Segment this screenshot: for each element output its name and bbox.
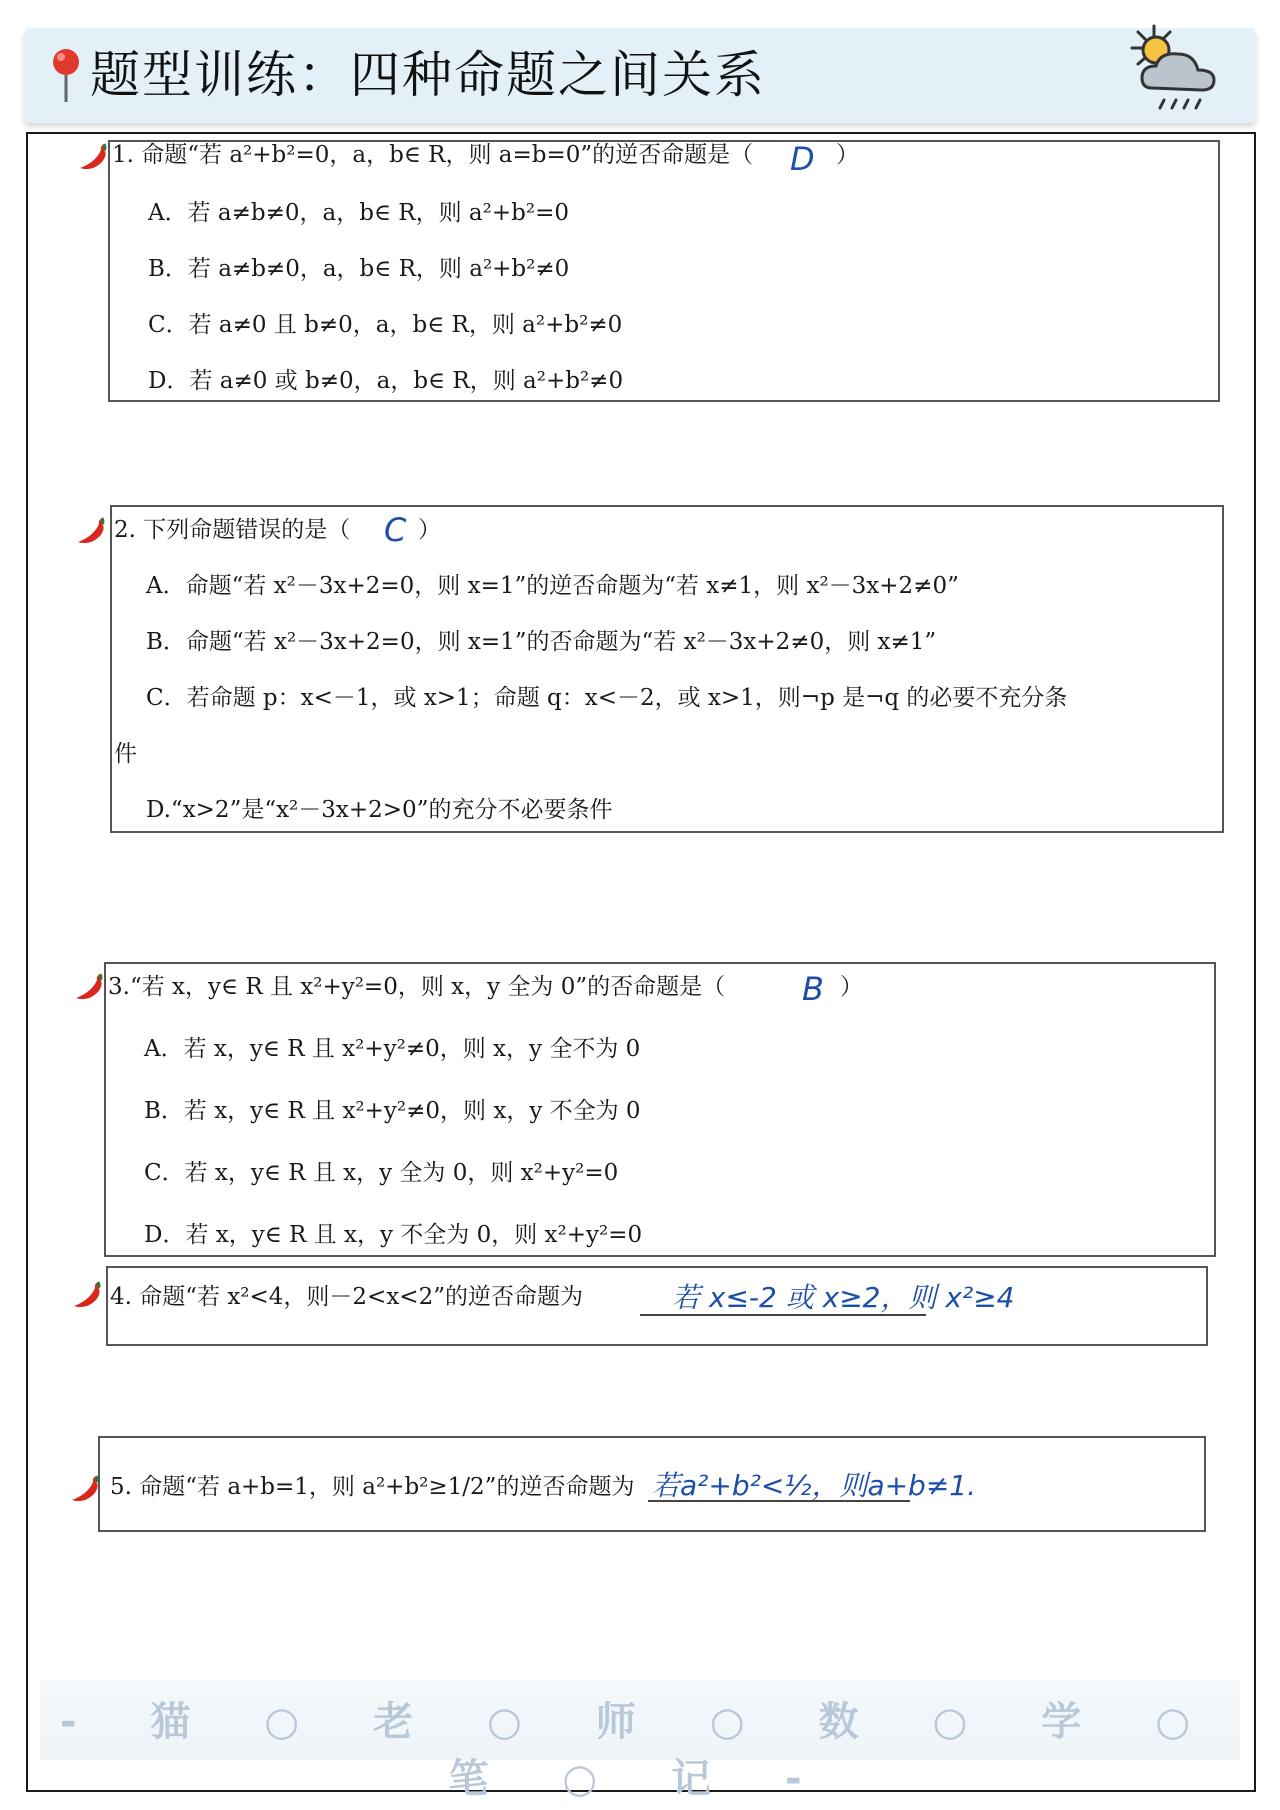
question-1-stem: 1. 命题“若 a²+b²=0，a，b∈ R，则 a=b=0”的逆否命题是（ (112, 142, 754, 168)
question-3-stem: 3.“若 x，y∈ R 且 x²+y²=0，则 x，y 全为 0”的否命题是（ (108, 974, 726, 1000)
question-2-option-d: D.“x>2”是“x²－3x+2>0”的充分不必要条件 (146, 797, 613, 823)
question-4-box (106, 1266, 1208, 1346)
chili-pepper-icon (70, 1278, 104, 1312)
question-1-option-d: D．若 a≠0 或 b≠0，a，b∈ R，则 a²+b²≠0 (148, 368, 624, 394)
question-2-option-c: C．若命题 p：x<－1，或 x>1；命题 q：x<－2，或 x>1，则¬p 是¬q 的必要不充分条 (146, 685, 1068, 711)
question-1-answer: D (790, 140, 815, 178)
question-3-option-d: D．若 x，y∈ R 且 x，y 不全为 0，则 x²+y²=0 (144, 1222, 643, 1248)
watermark-text: - 猫 ○ 老 ○ 师 ○ 数 ○ 学 ○ 笔 ○ 记 - (59, 1699, 1221, 1802)
question-2-box (110, 505, 1224, 833)
question-1-option-c: C．若 a≠0 且 b≠0，a，b∈ R，则 a²+b²≠0 (148, 312, 623, 338)
question-5-box (98, 1436, 1206, 1532)
header-banner (24, 28, 1256, 123)
question-2-stem-end: ） (418, 517, 441, 543)
question-1-stem-end: ） (836, 142, 859, 168)
question-3-answer: B (802, 970, 824, 1008)
page-title: 题型训练：四种命题之间关系 (90, 46, 766, 104)
question-1-option-b: B．若 a≠b≠0，a，b∈ R，则 a²+b²≠0 (148, 256, 570, 282)
question-3-option-b: B．若 x，y∈ R 且 x²+y²≠0，则 x，y 不全为 0 (144, 1098, 641, 1124)
question-4-stem: 4. 命题“若 x²<4，则－2<x<2”的逆否命题为 (110, 1284, 583, 1310)
watermark-band (40, 1680, 1240, 1802)
question-4-answer: 若 x≤-2 或 x≥2，则 x²≥4 (672, 1281, 1015, 1314)
question-3-box (104, 962, 1216, 1257)
chili-pepper-icon (74, 514, 108, 548)
question-1-box (108, 140, 1220, 402)
partly-cloudy-rain-icon (1124, 18, 1234, 128)
question-1-option-a: A．若 a≠b≠0，a，b∈ R，则 a²+b²=0 (148, 200, 569, 226)
question-5-answer: 若a²+b²<½，则a+b≠1. (652, 1469, 977, 1502)
question-2-stem: 2. 下列命题错误的是（ (114, 517, 351, 543)
question-3-option-a: A．若 x，y∈ R 且 x²+y²≠0，则 x，y 全不为 0 (144, 1036, 641, 1062)
question-2-answer: C (384, 511, 407, 549)
question-3-stem-end: ） (840, 974, 863, 1000)
question-3-option-c: C．若 x，y∈ R 且 x，y 全为 0，则 x²+y²=0 (144, 1160, 619, 1186)
question-2-option-c-cont: 件 (114, 741, 137, 767)
chili-pepper-icon (76, 140, 110, 174)
question-2-option-b: B．命题“若 x²－3x+2=0，则 x=1”的否命题为“若 x²－3x+2≠0，则 x≠1” (146, 629, 937, 655)
chili-pepper-icon (72, 970, 106, 1004)
pushpin-icon (46, 46, 86, 106)
chili-pepper-icon (68, 1472, 102, 1506)
question-2-option-a: A．命题“若 x²－3x+2=0，则 x=1”的逆否命题为“若 x≠1，则 x²－3x+2≠0” (146, 573, 959, 599)
question-5-stem: 5. 命题“若 a+b=1，则 a²+b²≥1/2”的逆否命题为 (110, 1474, 635, 1500)
